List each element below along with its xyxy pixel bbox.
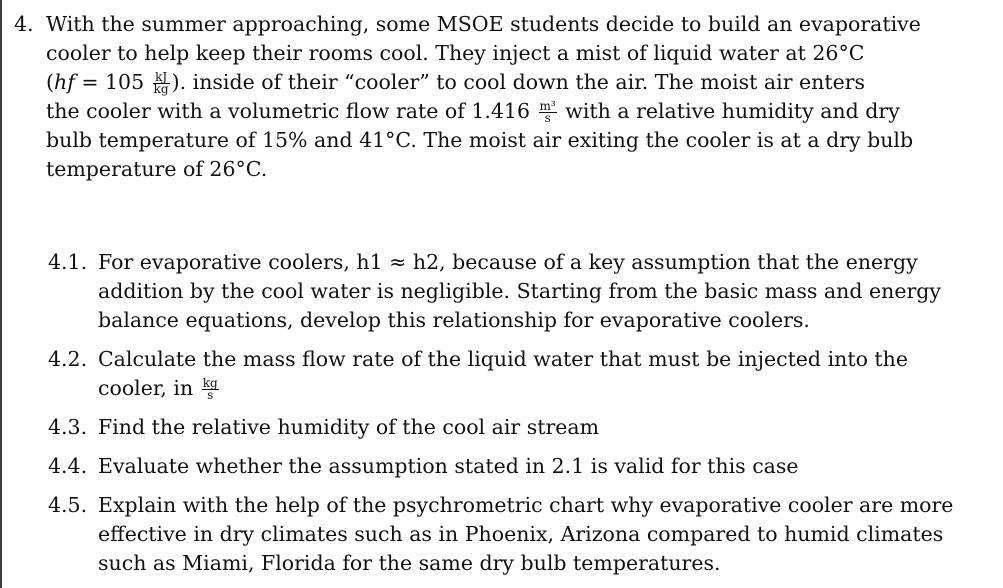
unit-fraction-m3-s: $\frac{\text{m³}}{s}$ bbox=[539, 99, 556, 125]
sub-question-4-2: 4.2. Calculate the mass flow rate of the liquid water that must be injected into the cooler, in $\frac{kg}{s}$ bbox=[48, 347, 909, 402]
sub-question-4-3: 4.3. Find the relative humidity of the cool air stream bbox=[48, 413, 928, 442]
sub-question-4-4: 4.4. Evaluate whether the assumption stated in 2.1 is valid for this case bbox=[48, 452, 928, 481]
sub-question-4-5: 4.5. Explain with the help of the psychrometric chart why evaporative cooler are more effective in dry climates such as in Phoenix, Arizona compared to humid climates such as Miami, Florida for the same dry bulb temperatures. bbox=[48, 493, 954, 575]
problem-line-2: cooler to help keep their rooms cool. They inject a mist of liquid water at 26°C bbox=[46, 41, 865, 65]
problem-line-5: bulb temperature of 15% and 41°C. The moist air exiting the cooler is at a dry bulb bbox=[46, 128, 914, 152]
problem-number: 4. bbox=[14, 12, 34, 36]
sub-question-number: 4.4. bbox=[48, 454, 88, 478]
problem-line-1: 4. With the summer approaching, some MSOE students decide to build an evaporative bbox=[14, 10, 924, 39]
unit-fraction-kg-s: $\frac{kg}{s}$ bbox=[202, 376, 218, 402]
sub-question-4-1: 4.1. For evaporative coolers, h1 ≈ h2, because of a key assumption that the energy addition by the cool water is negligible. Starting from the basic mass and energy balance equations, develop this relationship for evaporative coolers. bbox=[48, 250, 941, 332]
unit-fraction-kj-kg: $\frac{kJ}{kg}$ bbox=[153, 70, 169, 96]
sub-question-number: 4.1. bbox=[48, 250, 88, 274]
problem-statement bbox=[14, 10, 924, 184]
problem-line-4: the cooler with a volumetric flow rate of 1.416 $\frac{\text{m³}}{s}$ with a relative humidity and dry bbox=[46, 99, 900, 125]
enthalpy-symbol: hf bbox=[54, 70, 75, 94]
sub-question-number: 4.2. bbox=[48, 347, 88, 371]
sub-question-number: 4.5. bbox=[48, 493, 88, 517]
sub-question-number: 4.3. bbox=[48, 415, 88, 439]
problem-line-6: temperature of 26°C. bbox=[46, 157, 268, 181]
problem-line-3: (hf = 105 $\frac{kJ}{kg}$ ). inside of their “cooler” to cool down the air. The moist air enters bbox=[46, 70, 866, 96]
sub-question-list bbox=[48, 248, 954, 588]
